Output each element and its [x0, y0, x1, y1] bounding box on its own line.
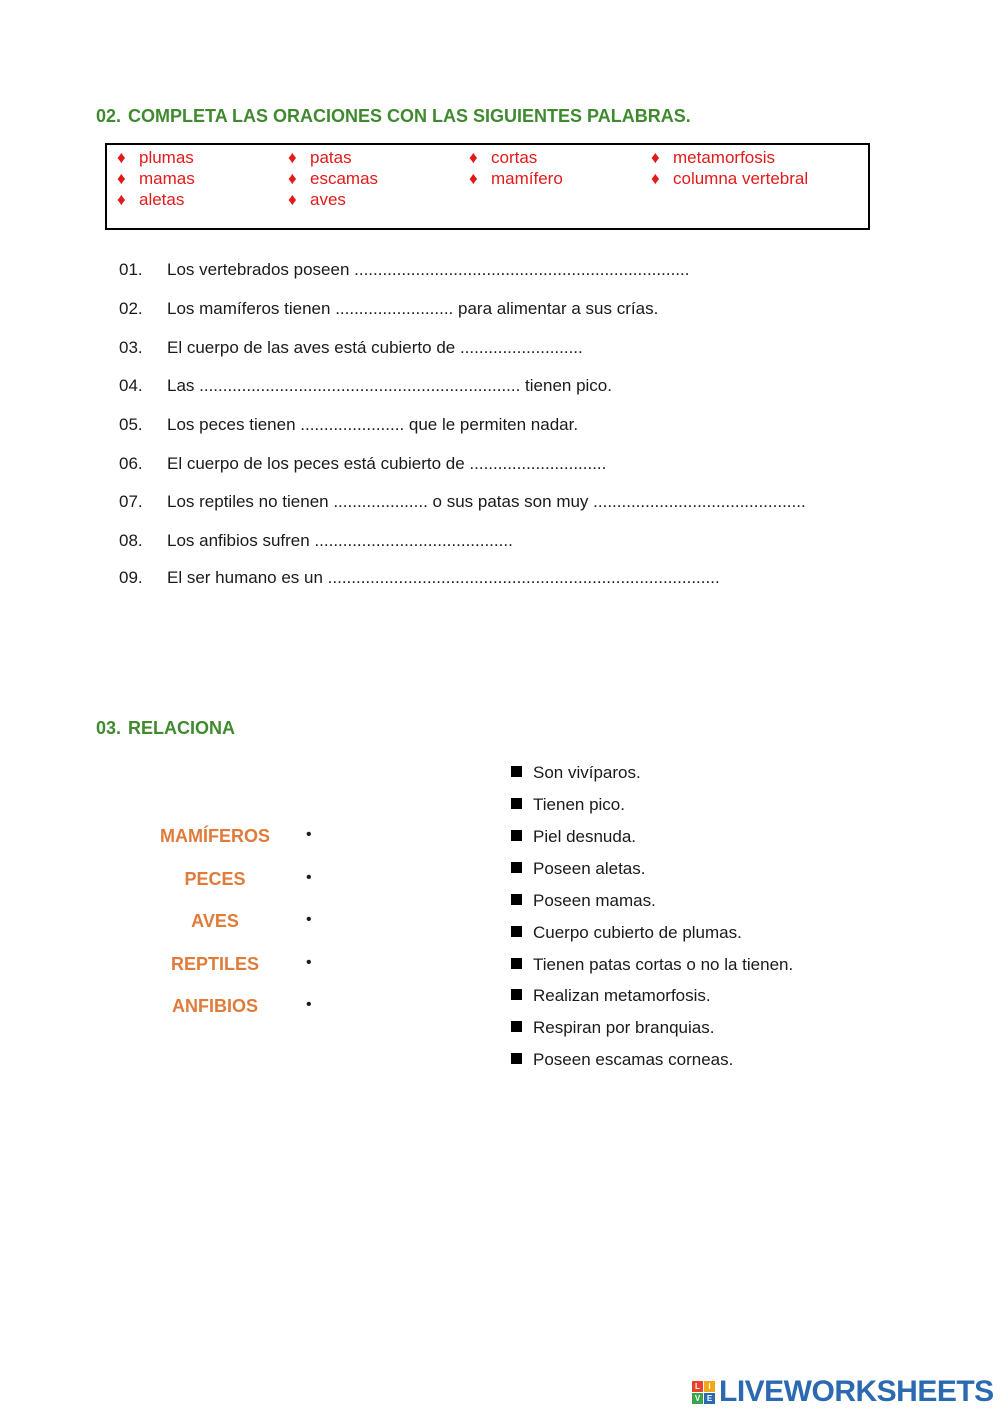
trait-item[interactable]: Poseen mamas. [511, 890, 656, 912]
diamond-icon: ♦ [469, 148, 478, 167]
trait-item[interactable]: Tienen patas cortas o no la tienen. [511, 954, 793, 976]
diamond-icon: ♦ [469, 169, 478, 188]
diamond-icon: ♦ [117, 190, 126, 209]
sentence-03: 03. El cuerpo de las aves está cubierto de .......................... [119, 338, 583, 357]
word-bank-box [105, 143, 870, 230]
trait-item[interactable]: Realizan metamorfosis. [511, 985, 711, 1007]
word-bank-item: ♦ aletas [117, 190, 185, 209]
group-label-peces: PECES [184, 869, 246, 889]
word-bank-item: ♦ escamas [288, 169, 379, 188]
sentence-08: 08. Los anfibios sufren .......................................... [119, 531, 513, 550]
connector-dot[interactable]: • [306, 911, 312, 928]
square-bullet-icon [511, 989, 522, 1000]
square-bullet-icon [511, 1053, 522, 1064]
sentence-02: 02. Los mamíferos tienen ......................... para alimentar a sus crías. [119, 299, 659, 318]
sentence-05: 05. Los peces tienen ...................... que le permiten nadar. [119, 415, 579, 434]
logo-text: LIVEWORKSHEETS [719, 1375, 994, 1408]
trait-item[interactable]: Piel desnuda. [511, 826, 636, 848]
trait-item[interactable]: Respiran por branquias. [511, 1017, 714, 1039]
square-bullet-icon [511, 894, 522, 905]
sentence-09: 09. El ser humano es un ................................................................................... [119, 568, 720, 587]
section-2-heading [96, 106, 691, 127]
square-bullet-icon [511, 926, 522, 937]
diamond-icon: ♦ [288, 190, 297, 209]
group-label-anfibios: ANFIBIOS [171, 996, 258, 1016]
liveworksheets-logo [692, 1375, 994, 1409]
logo-mark-icon: L I V E [692, 1381, 715, 1404]
square-bullet-icon [511, 830, 522, 841]
trait-item[interactable]: Tienen pico. [511, 794, 625, 816]
group-label-aves: AVES [191, 911, 239, 931]
word-bank-item: ♦ metamorfosis [651, 148, 776, 167]
connector-dot[interactable]: • [306, 996, 312, 1013]
section-2-title: COMPLETA LAS ORACIONES CON LAS SIGUIENTES PALABRAS. [128, 106, 691, 126]
trait-item[interactable]: Son vivíparos. [511, 762, 641, 784]
group-label-reptiles: REPTILES [170, 954, 259, 974]
diamond-icon: ♦ [651, 169, 660, 188]
connector-dot[interactable]: • [306, 826, 312, 843]
section-2-number: 02. [96, 106, 122, 126]
word-bank-item: ♦ aves [288, 190, 346, 209]
word-bank-item: ♦ cortas [469, 148, 538, 167]
trait-item[interactable]: Poseen escamas corneas. [511, 1049, 733, 1071]
square-bullet-icon [511, 798, 522, 809]
diamond-icon: ♦ [651, 148, 660, 167]
word-bank-item: ♦ mamas [117, 169, 195, 188]
word-bank-item: ♦ columna vertebral [651, 169, 809, 188]
group-label-mamiferos: MAMÍFEROS [160, 826, 270, 846]
section-3-heading [96, 718, 235, 739]
diamond-icon: ♦ [288, 169, 297, 188]
word-bank-item: ♦ mamífero [469, 169, 563, 188]
section-3-number: 03. [96, 718, 122, 738]
square-bullet-icon [511, 958, 522, 969]
diamond-icon: ♦ [288, 148, 297, 167]
connector-dot[interactable]: • [306, 869, 312, 886]
square-bullet-icon [511, 862, 522, 873]
square-bullet-icon [511, 766, 522, 777]
diamond-icon: ♦ [117, 169, 126, 188]
sentence-06: 06. El cuerpo de los peces está cubierto de ............................. [119, 454, 607, 473]
section-3-title: RELACIONA [128, 718, 236, 738]
word-bank-item: ♦ plumas [117, 148, 194, 167]
trait-item[interactable]: Cuerpo cubierto de plumas. [511, 922, 742, 944]
diamond-icon: ♦ [117, 148, 126, 167]
word-bank-item: ♦ patas [288, 148, 352, 167]
square-bullet-icon [511, 1021, 522, 1032]
sentence-04: 04. Las .................................................................... tienen pico. [119, 376, 612, 395]
sentence-01: 01. Los vertebrados poseen ....................................................................... [119, 260, 690, 279]
connector-dot[interactable]: • [306, 954, 312, 971]
trait-item[interactable]: Poseen aletas. [511, 858, 645, 880]
sentence-07: 07. Los reptiles no tienen .................... o sus patas son muy ............................................. [119, 492, 806, 511]
